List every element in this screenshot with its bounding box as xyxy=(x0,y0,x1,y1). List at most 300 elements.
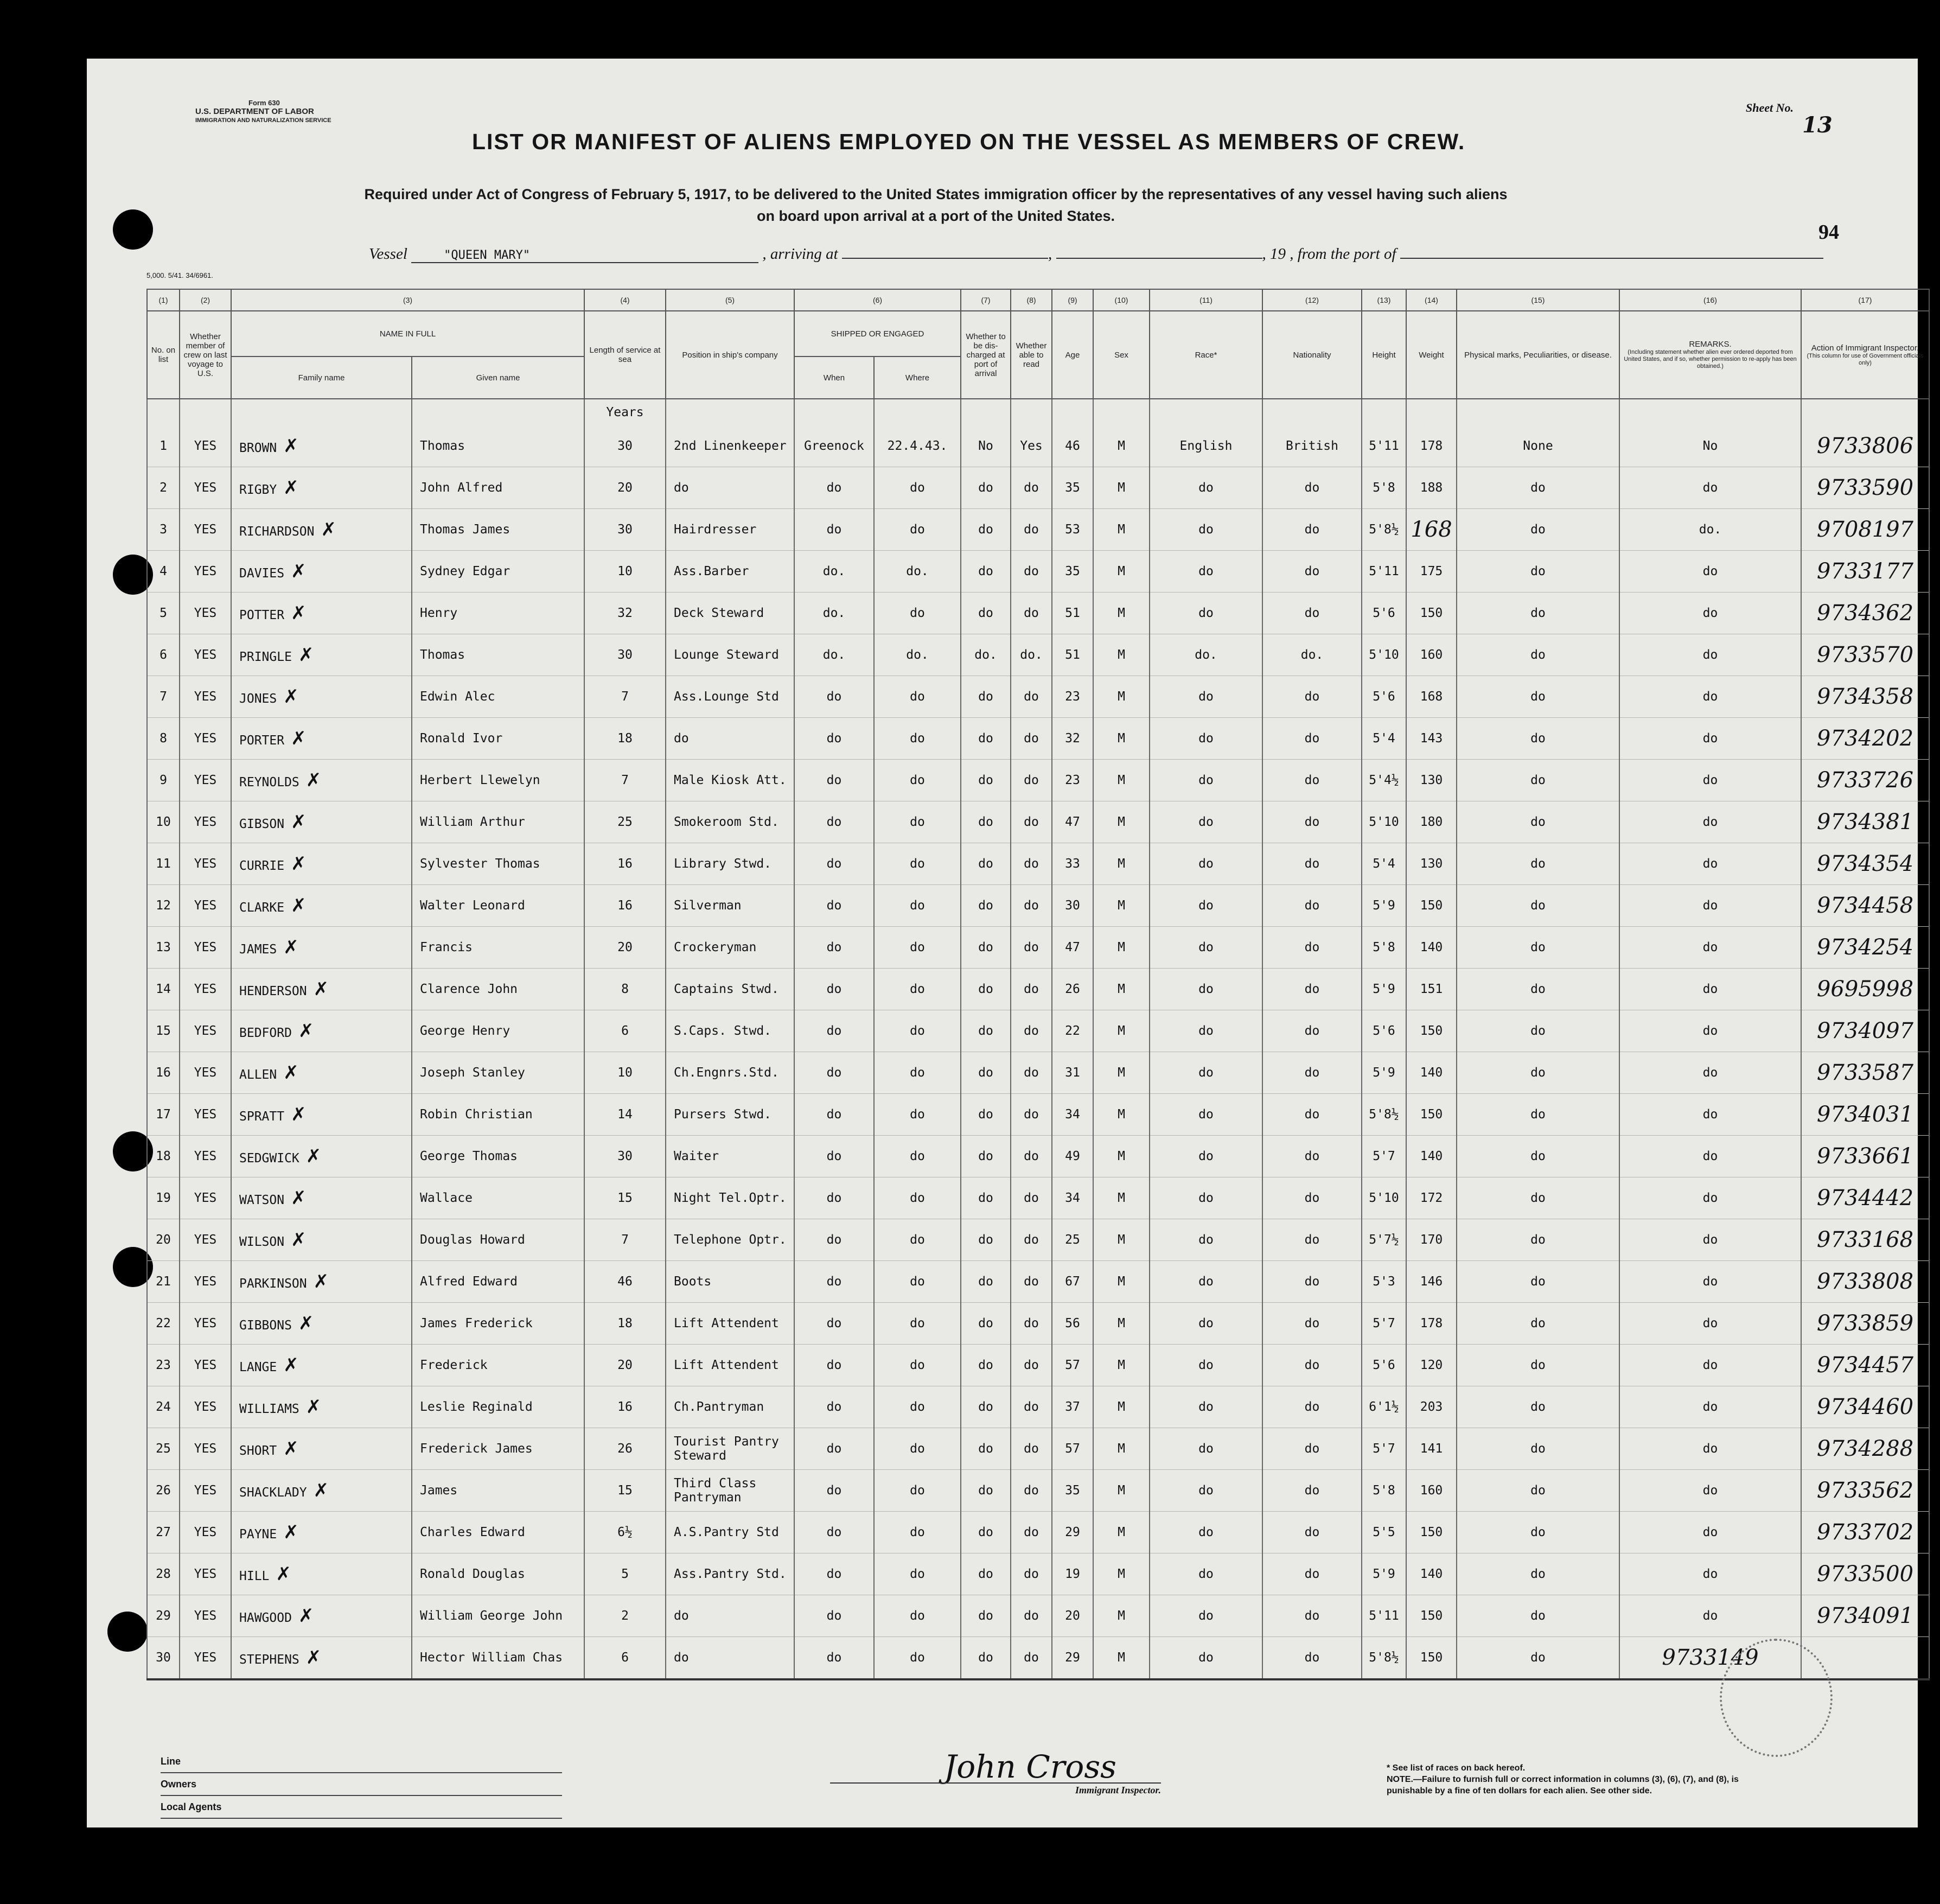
cell-sex xyxy=(1093,885,1150,927)
cell-race xyxy=(1150,1219,1262,1261)
cell-weight xyxy=(1406,425,1457,467)
length-of-service-value: 20 xyxy=(617,481,633,495)
cell-given-name xyxy=(412,1512,584,1553)
page-number: 94 xyxy=(1818,221,1839,244)
age-value: 33 xyxy=(1065,857,1080,871)
cell-remarks xyxy=(1619,509,1801,551)
height-value: 5'11 xyxy=(1369,564,1399,578)
cell-family-name xyxy=(231,1052,412,1094)
physical-marks-value: do xyxy=(1530,1024,1546,1038)
list-number-value: 9 xyxy=(159,773,167,787)
last-voyage-value: YES xyxy=(194,731,217,746)
height-value: 5'6 xyxy=(1373,606,1395,620)
cell-inspector-action xyxy=(1801,1553,1929,1595)
cell-position xyxy=(666,1261,794,1303)
sex-value: M xyxy=(1118,1316,1125,1330)
cell-inspector-action xyxy=(1801,1512,1929,1553)
cell-length-of-service xyxy=(584,1386,666,1428)
cell-inspector-action xyxy=(1801,843,1929,885)
col-when: When xyxy=(794,356,874,399)
cell-inspector-action xyxy=(1801,1386,1929,1428)
vessel-name: "QUEEN MARY" xyxy=(444,249,531,262)
weight-value: 178 xyxy=(1420,439,1443,453)
length-of-service-value: 8 xyxy=(621,982,629,996)
age-value: 67 xyxy=(1065,1275,1080,1289)
last-voyage-value: YES xyxy=(194,1442,217,1456)
physical-marks-value: do xyxy=(1530,1651,1546,1665)
cell-remarks xyxy=(1619,801,1801,843)
check-mark-icon: ✗ xyxy=(321,519,336,540)
cell-family-name xyxy=(231,885,412,927)
nationality-value: do xyxy=(1304,1107,1320,1122)
position-value: Ass.Lounge Std xyxy=(674,690,779,704)
cell-position xyxy=(666,843,794,885)
colnum: (1) xyxy=(147,289,180,311)
cell-height xyxy=(1362,467,1406,509)
last-voyage-value: YES xyxy=(194,1191,217,1205)
cell-remarks xyxy=(1619,1303,1801,1345)
inspector-action-value: 9734254 xyxy=(1816,935,1914,960)
cell-shipped-when xyxy=(794,1345,874,1386)
able-to-read-value: do xyxy=(1024,857,1039,871)
inspector-action-value: 9733859 xyxy=(1816,1311,1914,1336)
sex-value: M xyxy=(1118,1651,1125,1665)
shipped-where-value: do xyxy=(910,1609,925,1623)
cell-last-voyage xyxy=(180,1136,231,1177)
last-voyage-value: YES xyxy=(194,857,217,871)
cell-weight xyxy=(1406,593,1457,634)
weight-value: 120 xyxy=(1420,1358,1443,1372)
position-value: do xyxy=(674,731,689,746)
cell-length-of-service xyxy=(584,969,666,1010)
able-to-read-value: do xyxy=(1024,1107,1039,1122)
cell-position xyxy=(666,885,794,927)
position-value: Crockeryman xyxy=(674,940,757,954)
shipped-when-value: do xyxy=(826,1233,842,1247)
physical-marks-value: do xyxy=(1530,1066,1546,1080)
height-value: 5'8 xyxy=(1373,481,1395,495)
shipped-when-value: do xyxy=(826,481,842,495)
list-number-value: 17 xyxy=(156,1107,171,1122)
cell-remarks xyxy=(1619,843,1801,885)
physical-marks-value: do xyxy=(1530,648,1546,662)
age-value: 46 xyxy=(1065,439,1080,453)
cell-inspector-action xyxy=(1801,1010,1929,1052)
height-value: 5'11 xyxy=(1369,1609,1399,1623)
position-value: 2nd Linenkeeper xyxy=(674,439,787,453)
family-name-value: STEPHENS xyxy=(239,1653,299,1667)
position-value: Third Class Pantryman xyxy=(674,1476,757,1505)
race-value: do xyxy=(1198,1567,1214,1581)
cell-race xyxy=(1150,969,1262,1010)
cell-list-number xyxy=(147,927,180,969)
cell-family-name xyxy=(231,551,412,593)
cell-height xyxy=(1362,1177,1406,1219)
inspector-action-value: 9734358 xyxy=(1816,684,1914,709)
given-name-value: James xyxy=(420,1483,458,1498)
cell-shipped-where xyxy=(874,1010,961,1052)
position-value: Ch.Pantryman xyxy=(674,1400,764,1414)
shipped-when-value: do xyxy=(826,1483,842,1498)
cell-physical-marks xyxy=(1457,1512,1619,1553)
family-name-value: HENDERSON xyxy=(239,984,307,998)
given-name-value: Frederick James xyxy=(420,1442,533,1456)
sex-value: M xyxy=(1118,982,1125,996)
height-value: 5'10 xyxy=(1369,815,1399,829)
weight-value: 141 xyxy=(1420,1442,1443,1456)
cell-race xyxy=(1150,1553,1262,1595)
list-number-value: 19 xyxy=(156,1191,171,1205)
list-number-value: 24 xyxy=(156,1400,171,1414)
cell-list-number xyxy=(147,760,180,801)
length-of-service-value: 14 xyxy=(617,1107,633,1122)
crew-row xyxy=(147,1553,1929,1595)
list-number-value: 5 xyxy=(159,606,167,620)
race-value: do xyxy=(1198,1191,1214,1205)
check-mark-icon: ✗ xyxy=(305,1145,322,1167)
check-mark-icon: ✗ xyxy=(298,1313,314,1334)
cell-weight xyxy=(1406,467,1457,509)
cell-physical-marks xyxy=(1457,843,1619,885)
cell-able-to-read xyxy=(1011,551,1052,593)
weight-value: 151 xyxy=(1420,982,1443,996)
inspector-action-value: 9733500 xyxy=(1816,1562,1914,1587)
col-name-in-full: NAME IN FULL xyxy=(231,311,584,356)
cell-able-to-read xyxy=(1011,1428,1052,1470)
age-value: 31 xyxy=(1065,1066,1080,1080)
physical-marks-value: do xyxy=(1530,1107,1546,1122)
cell-height xyxy=(1362,1345,1406,1386)
col-position: Position in ship's company xyxy=(666,311,794,399)
cell-weight xyxy=(1406,676,1457,718)
height-value: 5'11 xyxy=(1369,439,1399,453)
cell-family-name xyxy=(231,1595,412,1637)
cell-height xyxy=(1362,1052,1406,1094)
age-value: 53 xyxy=(1065,523,1080,537)
shipped-when-value: do xyxy=(826,1609,842,1623)
cell-nationality xyxy=(1262,1261,1362,1303)
weight-value: 150 xyxy=(1420,1024,1443,1038)
cell-length-of-service xyxy=(584,467,666,509)
cell-remarks xyxy=(1619,1094,1801,1136)
cell-discharged xyxy=(961,1219,1011,1261)
shipped-where-value: do xyxy=(910,1316,925,1330)
cell-given-name xyxy=(412,425,584,467)
cell-remarks xyxy=(1619,1219,1801,1261)
cell-discharged xyxy=(961,1345,1011,1386)
shipped-when-value: do xyxy=(826,1149,842,1163)
sex-value: M xyxy=(1118,648,1125,662)
discharged-value: do xyxy=(978,1275,993,1289)
cell-sex xyxy=(1093,676,1150,718)
able-to-read-value: do xyxy=(1024,1024,1039,1038)
cell-age xyxy=(1052,1052,1093,1094)
cell-age xyxy=(1052,1094,1093,1136)
physical-marks-value: do xyxy=(1530,1233,1546,1247)
cell-list-number xyxy=(147,1052,180,1094)
cell-last-voyage xyxy=(180,1512,231,1553)
vessel-name-field xyxy=(411,249,758,263)
cell-remarks xyxy=(1619,1010,1801,1052)
nationality-value: do xyxy=(1304,857,1320,871)
last-voyage-value: YES xyxy=(194,1525,217,1539)
cell-length-of-service xyxy=(584,885,666,927)
cell-nationality xyxy=(1262,425,1362,467)
cell-race xyxy=(1150,1386,1262,1428)
cell-physical-marks xyxy=(1457,676,1619,718)
able-to-read-value: do xyxy=(1024,1066,1039,1080)
position-value: do xyxy=(674,481,689,495)
cell-position xyxy=(666,676,794,718)
able-to-read-value: do xyxy=(1024,523,1039,537)
cell-inspector-action xyxy=(1801,885,1929,927)
physical-marks-value: do xyxy=(1530,1567,1546,1581)
cell-age xyxy=(1052,593,1093,634)
given-name-value: Walter Leonard xyxy=(420,899,525,913)
race-value: do. xyxy=(1195,648,1217,662)
physical-marks-value: do xyxy=(1530,731,1546,746)
cell-nationality xyxy=(1262,1010,1362,1052)
check-mark-icon: ✗ xyxy=(283,477,299,499)
cell-length-of-service xyxy=(584,593,666,634)
cell-shipped-when xyxy=(794,593,874,634)
cell-height xyxy=(1362,551,1406,593)
cell-shipped-where xyxy=(874,634,961,676)
colnum: (7) xyxy=(961,289,1011,311)
weight-value: 130 xyxy=(1420,857,1443,871)
length-of-service-value: 26 xyxy=(617,1442,633,1456)
able-to-read-value: do xyxy=(1024,731,1039,746)
cell-able-to-read xyxy=(1011,1261,1052,1303)
cell-sex xyxy=(1093,551,1150,593)
family-name-value: SPRATT xyxy=(239,1110,285,1124)
cell-list-number xyxy=(147,1177,180,1219)
cell-inspector-action xyxy=(1801,1136,1929,1177)
weight-value: 140 xyxy=(1420,1567,1443,1581)
physical-marks-value: do xyxy=(1530,606,1546,620)
col-remarks xyxy=(1619,311,1801,399)
shipped-when-value: do xyxy=(826,1651,842,1665)
cell-shipped-where xyxy=(874,593,961,634)
discharged-value: do xyxy=(978,481,993,495)
crew-row xyxy=(147,1386,1929,1428)
cell-inspector-action xyxy=(1801,1428,1929,1470)
weight-value: 150 xyxy=(1420,606,1443,620)
cell-sex xyxy=(1093,969,1150,1010)
cell-inspector-action xyxy=(1801,467,1929,509)
able-to-read-value: do. xyxy=(1020,648,1043,662)
shipped-where-value: do. xyxy=(906,564,929,578)
cell-discharged xyxy=(961,634,1011,676)
last-voyage-value: YES xyxy=(194,648,217,662)
cell-list-number xyxy=(147,801,180,843)
check-mark-icon: ✗ xyxy=(305,769,322,791)
last-voyage-value: YES xyxy=(194,523,217,537)
cell-age xyxy=(1052,1219,1093,1261)
last-voyage-value: YES xyxy=(194,899,217,913)
nationality-value: do. xyxy=(1300,648,1324,662)
sex-value: M xyxy=(1118,731,1125,746)
cell-shipped-when xyxy=(794,634,874,676)
cell-position xyxy=(666,1094,794,1136)
sex-value: M xyxy=(1118,1066,1125,1080)
list-number-value: 1 xyxy=(159,439,167,453)
discharged-value: do xyxy=(978,1609,993,1623)
physical-marks-value: do xyxy=(1530,564,1546,578)
cell-height xyxy=(1362,676,1406,718)
cell-age xyxy=(1052,1512,1093,1553)
cell-length-of-service xyxy=(584,1553,666,1595)
years-label: Years xyxy=(584,399,666,425)
race-value: do xyxy=(1198,1483,1214,1498)
nationality-value: do xyxy=(1304,1567,1320,1581)
shipped-where-value: do xyxy=(910,1525,925,1539)
col-where: Where xyxy=(874,356,961,399)
check-mark-icon: ✗ xyxy=(291,1104,307,1125)
cell-remarks xyxy=(1619,927,1801,969)
cell-discharged xyxy=(961,1010,1011,1052)
cell-list-number xyxy=(147,634,180,676)
physical-marks-value: do xyxy=(1530,1316,1546,1330)
able-to-read-value: do xyxy=(1024,1609,1039,1623)
cell-length-of-service xyxy=(584,1136,666,1177)
age-value: 35 xyxy=(1065,481,1080,495)
cell-height xyxy=(1362,843,1406,885)
cell-length-of-service xyxy=(584,1637,666,1680)
crew-row xyxy=(147,593,1929,634)
cell-inspector-action xyxy=(1801,801,1929,843)
cell-family-name xyxy=(231,1637,412,1680)
cell-able-to-read xyxy=(1011,1512,1052,1553)
discharged-value: do xyxy=(978,1024,993,1038)
position-value: Ass.Barber xyxy=(674,564,749,578)
physical-marks-value: do xyxy=(1530,1149,1546,1163)
cell-last-voyage xyxy=(180,843,231,885)
cell-physical-marks xyxy=(1457,551,1619,593)
remarks-value: do xyxy=(1702,1483,1718,1498)
cell-inspector-action xyxy=(1801,593,1929,634)
shipped-when-value: do xyxy=(826,1191,842,1205)
height-value: 5'9 xyxy=(1373,899,1395,913)
cell-remarks xyxy=(1619,467,1801,509)
given-name-value: Thomas xyxy=(420,439,465,453)
cell-shipped-when xyxy=(794,1010,874,1052)
length-of-service-value: 7 xyxy=(621,773,629,787)
given-name-value: Ronald Ivor xyxy=(420,731,503,746)
nationality-value: do xyxy=(1304,1651,1320,1665)
last-voyage-value: YES xyxy=(194,1400,217,1414)
nationality-value: do xyxy=(1304,982,1320,996)
cell-nationality xyxy=(1262,1136,1362,1177)
age-value: 25 xyxy=(1065,1233,1080,1247)
cell-position xyxy=(666,1470,794,1512)
col-given-name: Given name xyxy=(412,356,584,399)
able-to-read-value: do xyxy=(1024,606,1039,620)
cell-position xyxy=(666,1010,794,1052)
cell-given-name xyxy=(412,551,584,593)
height-value: 5'7½ xyxy=(1369,1233,1399,1247)
cell-discharged xyxy=(961,1052,1011,1094)
col-race: Race* xyxy=(1150,311,1262,399)
cell-family-name xyxy=(231,1386,412,1428)
cell-list-number xyxy=(147,551,180,593)
check-mark-icon: ✗ xyxy=(298,1605,314,1627)
length-of-service-value: 10 xyxy=(617,1066,633,1080)
family-name-value: BEDFORD xyxy=(239,1026,292,1040)
cell-height xyxy=(1362,1553,1406,1595)
cell-list-number xyxy=(147,969,180,1010)
cell-given-name xyxy=(412,634,584,676)
cell-shipped-when xyxy=(794,1553,874,1595)
cell-race xyxy=(1150,1094,1262,1136)
family-name-value: ALLEN xyxy=(239,1068,277,1082)
shipped-when-value: do. xyxy=(822,648,846,662)
given-name-value: George Henry xyxy=(420,1024,510,1038)
cell-family-name xyxy=(231,1219,412,1261)
shipped-when-value: do xyxy=(826,1442,842,1456)
cell-position xyxy=(666,467,794,509)
inspector-action-value: 9695998 xyxy=(1816,977,1914,1002)
shipped-when-value: do xyxy=(826,815,842,829)
cell-length-of-service xyxy=(584,1010,666,1052)
cell-able-to-read xyxy=(1011,1386,1052,1428)
length-of-service-value: 6½ xyxy=(617,1525,633,1539)
cell-age xyxy=(1052,425,1093,467)
sex-value: M xyxy=(1118,690,1125,704)
length-of-service-value: 7 xyxy=(621,1233,629,1247)
height-value: 5'8 xyxy=(1373,1483,1395,1498)
remarks-value: do xyxy=(1702,1567,1718,1581)
cell-family-name xyxy=(231,1177,412,1219)
form-code: 5,000. 5/41. 34/6961. xyxy=(146,271,213,279)
cell-able-to-read xyxy=(1011,425,1052,467)
footer-notes xyxy=(1387,1762,1777,1797)
nationality-value: do xyxy=(1304,1442,1320,1456)
cell-nationality xyxy=(1262,1219,1362,1261)
given-name-value: Robin Christian xyxy=(420,1107,533,1122)
cell-shipped-where xyxy=(874,843,961,885)
cell-nationality xyxy=(1262,634,1362,676)
remarks-value: do xyxy=(1702,1233,1718,1247)
check-mark-icon: ✗ xyxy=(291,602,307,624)
race-value: do xyxy=(1198,1400,1214,1414)
cell-sex xyxy=(1093,467,1150,509)
cell-nationality xyxy=(1262,718,1362,760)
cell-age xyxy=(1052,1470,1093,1512)
cell-age xyxy=(1052,801,1093,843)
discharged-value: do xyxy=(978,982,993,996)
position-value: Silverman xyxy=(674,899,742,913)
cell-discharged xyxy=(961,1428,1011,1470)
cell-shipped-where xyxy=(874,801,961,843)
family-name-value: POTTER xyxy=(239,608,285,622)
sex-value: M xyxy=(1118,564,1125,578)
cell-sex xyxy=(1093,593,1150,634)
cell-discharged xyxy=(961,1303,1011,1345)
given-name-value: Alfred Edward xyxy=(420,1275,518,1289)
shipped-where-value: do xyxy=(910,940,925,954)
col-last-voyage: Whether member of crew on last voyage to U.S. xyxy=(180,311,231,399)
cell-position xyxy=(666,1428,794,1470)
crew-row xyxy=(147,718,1929,760)
family-name-value: SEDGWICK xyxy=(239,1151,299,1166)
age-value: 19 xyxy=(1065,1567,1080,1581)
sex-value: M xyxy=(1118,523,1125,537)
cell-able-to-read xyxy=(1011,718,1052,760)
weight-value: 140 xyxy=(1420,1149,1443,1163)
crew-row xyxy=(147,1512,1929,1553)
cell-weight xyxy=(1406,1010,1457,1052)
